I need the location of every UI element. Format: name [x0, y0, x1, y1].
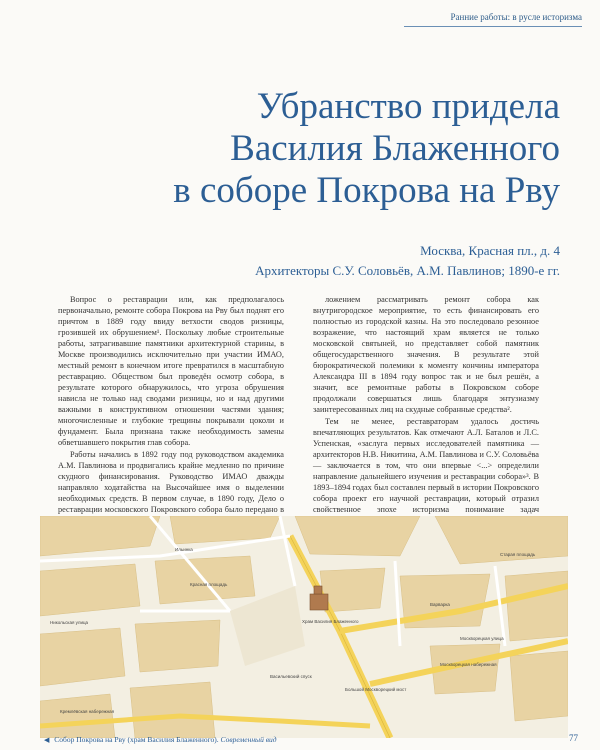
- paragraph: Вопрос о реставрации или, как предполагалось первоначально, ремонте собора Покрова на Рву был поднят его причтом в 1889 году ввиду ветхости сводов ризницы, грозившей их обрушением¹. Поскольку любые строительные работы, затрагивавшие памятники архитектурной старины, в Москве производились исключительно при участии ИМАО, местный ремонт в конечном итоге превратился в масштабную реставрацию. Обществом был проведён осмотр собора, в результате которого обнаружилось, что угроза обрушения нависла не только над сводами ризницы, но и над другими важными в конструктивном отношении частями здания; многочисленные и глубокие трещины покрывали цоколи и фундамент. Была признана также необходимость замены обветшавшего покрытия глав собора.: [58, 295, 284, 447]
- map-label-embankment: Москворецкая набережная: [440, 662, 497, 667]
- paragraph: ложением рассматривать ремонт собора как внутригородское мероприятие, то есть финансировать его полностью из городской казны. На это последовало резонное возражение, что настоящий храм является не только московской святыней, но представляет собой памятник общегосударственного значения. В результате этой бюрократической полемики к моменту кончины императора Александра III в 1894 году вопрос так и не был решён, а значит, все ремонтные работы в Покровском соборе продолжали совершаться лишь благодаря энтузиазму заинтересованных лиц на скудные собранные средства².: [313, 295, 539, 414]
- header-rule: [404, 26, 582, 27]
- figure-caption: [44, 735, 514, 744]
- map-drawing: [40, 516, 568, 738]
- paragraph: Работы начались в 1892 году под руководством академика А.М. Павлинова и продвигались крайне медленно по причине скудного финансирования. Руководство ИМАО дважды направляло ходатайства на Высочайшее имя о выделении необходимых средств. В первом случае, в 1890 году, Дело о реставрации московского Покровского собора было передано в: [58, 450, 284, 514]
- address: Москва, Красная пл., д. 4: [420, 243, 560, 258]
- map-figure: [40, 516, 568, 738]
- caption-arrow-icon: ◀: [44, 736, 50, 744]
- page-title: [140, 86, 560, 212]
- paragraph: Тем не менее, реставраторам удалось достичь впечатляющих результатов. Как отмечают А.Л. Баталов и Л.С. Успенская, «заслуга первых исследователей памятника — архитекторов Н.В. Никитина, А.М. Павлинова и С.У. Соловьёва — заключается в том, что они впервые <...> определили направление дальнейшего изучения и реставрации собора»³. В 1893–1894 годах был составлен первый в истории Покровского собора проект его научной реставрации, который отразил свойственное эпохе историзма понимание задач: [313, 417, 539, 514]
- map-label-nikolskaya: Никольская улица: [50, 620, 89, 625]
- text-column-right: [313, 294, 539, 538]
- map-label-staraya: Старая площадь: [500, 552, 536, 557]
- running-head: Ранние работы: в русле историзма: [450, 12, 582, 22]
- map-label-varvarka: Варварка: [430, 602, 450, 607]
- title-line-2: Василия Блаженного: [230, 128, 560, 169]
- map-label-cathedral: Храм Василия Блаженного: [302, 619, 359, 624]
- title-line-3: в соборе Покрова на Рву: [173, 170, 560, 211]
- map-label-vasilyevsky: Васильевский спуск: [270, 674, 312, 679]
- map-label-ilyinka: Ильинка: [175, 547, 193, 552]
- map-label-kremlin-embankment: Кремлёвская набережная: [60, 709, 115, 714]
- map-label-bridge: Большой Москворецкий мост: [345, 687, 407, 692]
- title-line-1: Убранство придела: [256, 86, 560, 127]
- map-label-square: Красная площадь: [190, 582, 228, 587]
- caption-italic: Современный вид: [220, 735, 277, 744]
- page-number: 77: [569, 733, 578, 743]
- caption-text: Собор Покрова на Рву (храм Василия Блаженного).: [54, 735, 219, 744]
- text-column-left: [58, 294, 284, 538]
- architects: Архитекторы С.У. Соловьёв, А.М. Павлинов; 1890-е гг.: [255, 263, 560, 278]
- map-label-moskvoretskaya: Москворецкая улица: [460, 636, 504, 641]
